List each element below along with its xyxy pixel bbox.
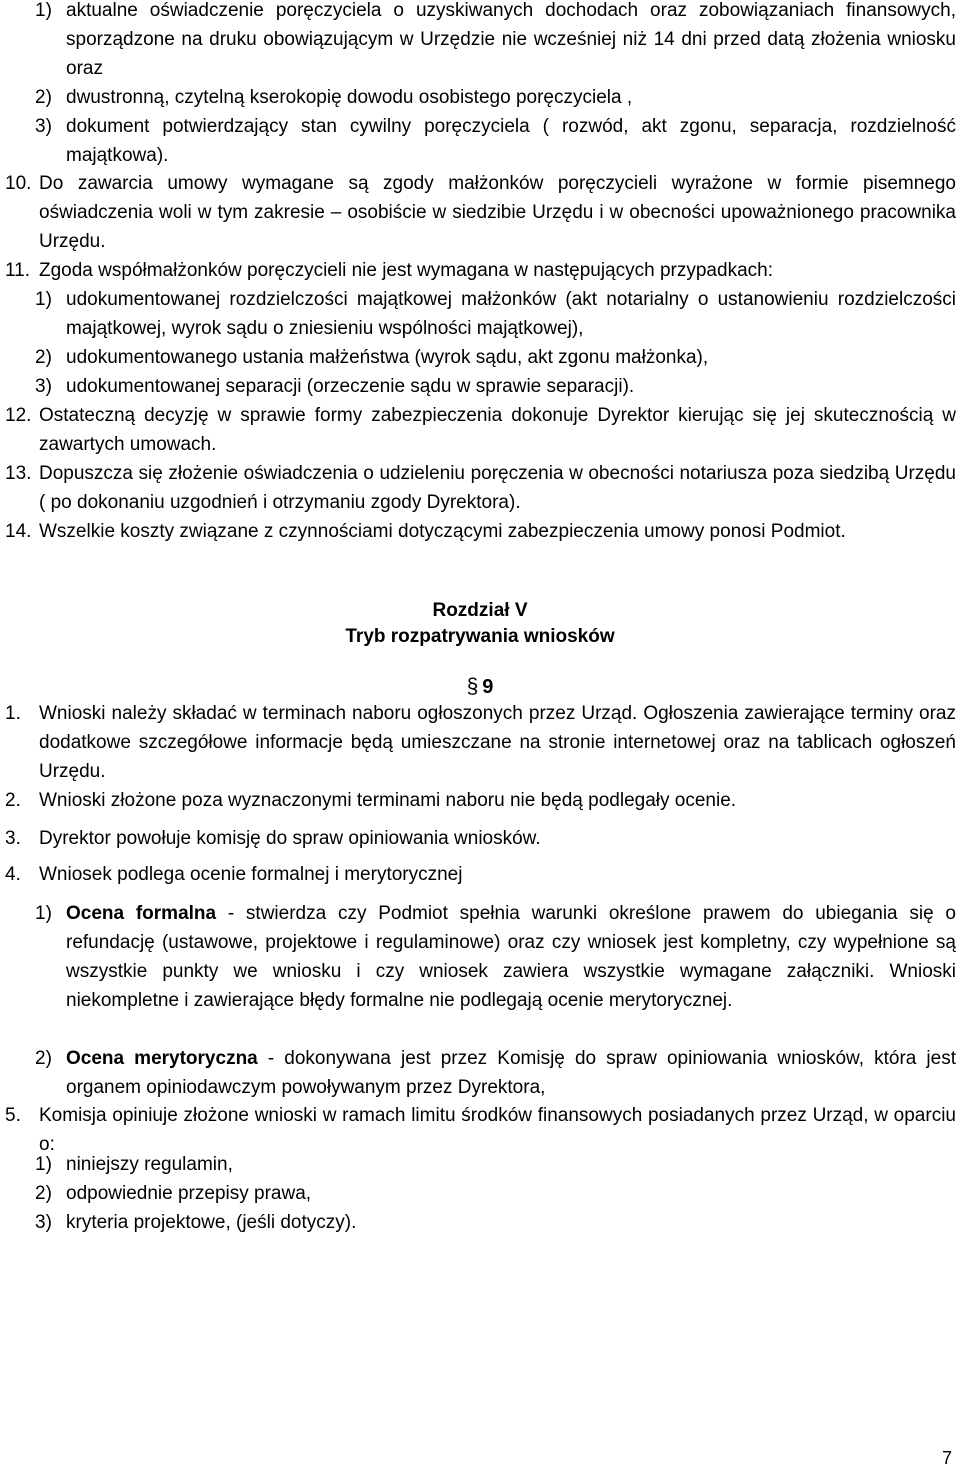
item-text: dokument potwierdzający stan cywilny poręczyciela ( rozwód, akt zgonu, separacja, rozdzielność majątkowa). <box>66 116 956 166</box>
item-bold-term: Ocena merytoryczna <box>66 1048 258 1069</box>
section-number: 9 <box>482 676 494 698</box>
list-item <box>35 372 956 401</box>
item-number: 1) <box>35 1154 52 1175</box>
item-number: 4. <box>5 864 21 885</box>
paragraph-number: 12. <box>5 405 32 426</box>
list-item <box>35 1150 956 1179</box>
paragraph-13 <box>5 459 956 517</box>
item-text: odpowiednie przepisy prawa, <box>66 1183 312 1204</box>
item-text: niniejszy regulamin, <box>66 1154 233 1175</box>
item-number: 1) <box>35 0 52 21</box>
item-text: Wnioski należy składać w terminach naboru ogłoszonych przez Urząd. Ogłoszenia zawierające terminy oraz dodatkowe szczegółowe informacje będą umieszczane na stronie internetowej oraz na tablicach ogłoszeń Urzędu. <box>39 703 956 782</box>
list-item <box>35 1208 956 1237</box>
item-text: Dyrektor powołuje komisję do spraw opiniowania wniosków. <box>39 828 541 849</box>
paragraph-text: Ostateczną decyzję w sprawie formy zabezpieczenia dokonuje Dyrektor kierując się jej skutecznością w zawartych umowach. <box>39 405 956 455</box>
chapter-subtitle: Tryb rozpatrywania wniosków <box>345 626 615 647</box>
item-text: Wnioski złożone poza wyznaczonymi terminami naboru nie będą podlegały ocenie. <box>39 790 737 811</box>
item-number: 3) <box>35 376 52 397</box>
paragraph-10 <box>5 169 956 256</box>
list-item <box>35 899 956 1015</box>
item-number: 2) <box>35 1048 52 1069</box>
item-text: udokumentowanej rozdzielczości majątkowej małżonków (akt notarialny o ustanowieniu rozdzielczości majątkowej, wyrok sądu o zniesieniu wspólności majątkowej), <box>66 289 956 339</box>
section-item-3 <box>5 824 956 853</box>
paragraph-text: Wszelkie koszty związane z czynnościami dotyczącymi zabezpieczenia umowy ponosi Podmiot. <box>39 521 846 542</box>
paragraph-number: 13. <box>5 463 32 484</box>
list-item <box>35 285 956 343</box>
list-item <box>35 1044 956 1102</box>
paragraph-11 <box>5 256 956 285</box>
list-item <box>35 0 956 83</box>
section-symbol: § <box>466 675 479 698</box>
list-item <box>35 1179 956 1208</box>
list-item <box>35 343 956 372</box>
section-item-1 <box>5 699 956 786</box>
list-item <box>35 83 956 112</box>
item-number: 3) <box>35 1212 52 1233</box>
item-number: 2) <box>35 1183 52 1204</box>
section-item-4 <box>5 860 956 889</box>
paragraph-12 <box>5 401 956 459</box>
item-number: 2) <box>35 347 52 368</box>
item-text <box>66 1044 956 1102</box>
paragraph-number: 11. <box>5 260 31 281</box>
paragraph-text: Zgoda współmałżonków poręczycieli nie jest wymagana w następujących przypadkach: <box>39 260 773 281</box>
item-text: kryteria projektowe, (jeśli dotyczy). <box>66 1212 357 1233</box>
section-heading <box>0 675 960 699</box>
item-text: aktualne oświadczenie poręczyciela o uzyskiwanych dochodach oraz zobowiązaniach finansowych, sporządzone na druku obowiązującym w Urzędzie nie wcześniej niż 14 dni przed datą złożenia wniosku oraz <box>66 0 956 79</box>
item-number: 2. <box>5 790 21 811</box>
item-number: 5. <box>5 1105 21 1126</box>
paragraph-text: Dopuszcza się złożenie oświadczenia o udzieleniu poręczenia w obecności notariusza poza siedzibą Urzędu ( po dokonaniu uzgodnień i otrzymaniu zgody Dyrektora). <box>39 463 956 513</box>
item-bold-term: Ocena formalna <box>66 903 217 924</box>
list-item <box>35 112 956 170</box>
item-number: 1. <box>5 703 21 724</box>
item-number: 2) <box>35 87 52 108</box>
page-number: 7 <box>941 1448 952 1468</box>
item-text: Komisja opiniuje złożone wnioski w ramach limitu środków finansowych posiadanych przez Urząd, w oparciu o: <box>39 1105 956 1155</box>
item-number: 1) <box>35 289 52 310</box>
chapter-title: Rozdział V <box>432 600 528 621</box>
paragraph-number: 10. <box>5 173 32 194</box>
item-rest: - dokonywana jest przez Komisję do spraw opiniowania wniosków, która jest organem opiniodawczym powoływanym przez Dyrektora, <box>66 1048 957 1098</box>
item-text: dwustronną, czytelną kserokopię dowodu osobistego poręczyciela , <box>66 87 633 108</box>
paragraph-number: 14. <box>5 521 32 542</box>
item-text: udokumentowanego ustania małżeństwa (wyrok sądu, akt zgonu małżonka), <box>66 347 709 368</box>
item-number: 1) <box>35 903 52 924</box>
section-item-2 <box>5 786 956 815</box>
paragraph-text: Do zawarcia umowy wymagane są zgody małżonków poręczycieli wyrażone w formie pisemnego oświadczenia woli w tym zakresie – osobiście w siedzibie Urzędu i w obecności upoważnionego pracownika Urzędu. <box>39 173 956 252</box>
paragraph-14 <box>5 517 956 546</box>
item-number: 3. <box>5 828 21 849</box>
item-rest: - stwierdza czy Podmiot spełnia warunki określone prawem do ubiegania się o refundację (ustawowe, projektowe i regulaminowe) oraz czy wniosek jest kompletny, czy wypełnione są wszystkie punkty we wniosku i czy wniosek zawiera wszystkie wymagane załączniki. Wnioski niekompletne i zawierające błędy formalne nie podlegają ocenie merytorycznej. <box>66 903 956 1011</box>
item-text: Wniosek podlega ocenie formalnej i merytorycznej <box>39 864 463 885</box>
item-number: 3) <box>35 116 52 137</box>
item-text <box>66 899 956 1015</box>
item-text: udokumentowanej separacji (orzeczenie sądu w sprawie separacji). <box>66 376 635 397</box>
